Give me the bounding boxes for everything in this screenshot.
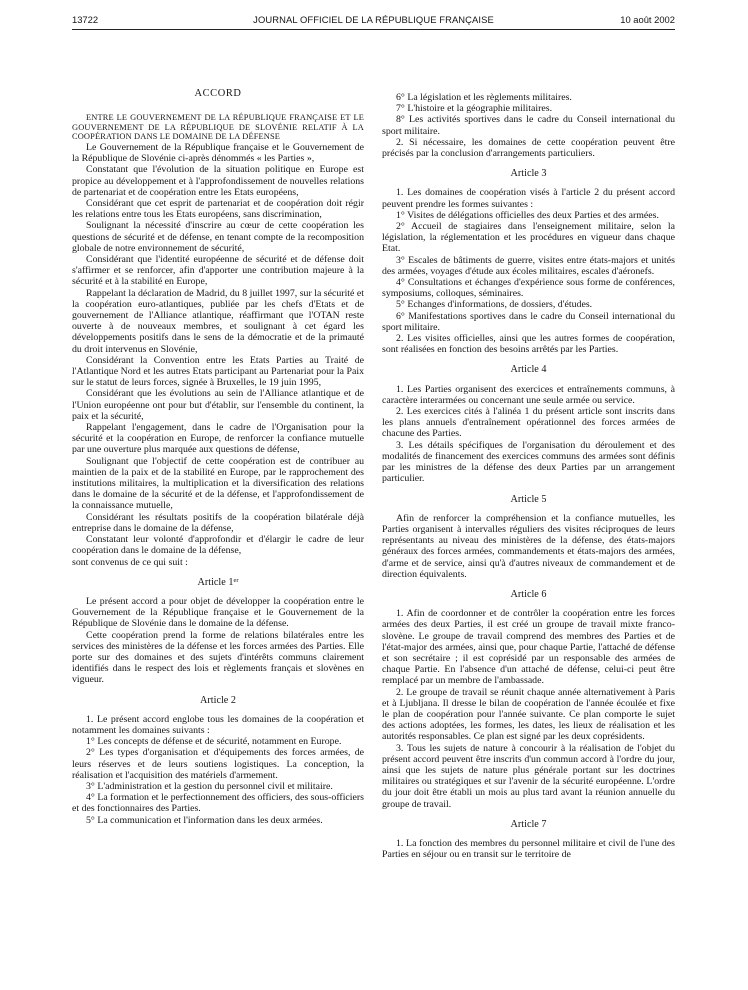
right-column bbox=[382, 92, 675, 860]
convenus-line: sont convenus de ce qui suit : bbox=[72, 556, 188, 568]
paragraph: 4° La formation et le perfectionnement des officiers, des sous-officiers et des fonctionnaires des Parties. bbox=[72, 792, 365, 815]
paragraph: 8° Les activités sportives dans le cadre du Conseil international du sport militaire. bbox=[382, 114, 675, 137]
left-column bbox=[72, 88, 364, 826]
paragraph: 1. Les Parties organisent des exercices et entraînements communs, à caractère interarmées ou concernant une seule armée ou service. bbox=[382, 383, 675, 406]
article-6-heading: Article 6 bbox=[510, 588, 547, 600]
paragraph: Considérant que les évolutions au sein de l'Alliance atlantique et de l'Union européenne ont pour but d'établir, sur l'ensemble du continent, la paix et la sécurité, bbox=[72, 388, 364, 422]
paragraph: 5° La communication et l'information dans les deux armées. bbox=[86, 814, 323, 826]
paragraph: 3° Escales de bâtiments de guerre, visites entre états-majors et unités des armées, voyages d'étude aux écoles militaires, escales d'aéronefs. bbox=[382, 254, 675, 277]
paragraph: 3. Tous les sujets de nature à concourir à la réalisation de l'objet du présent accord peuvent être inscrits d'un commun accord à l'ordre du jour, ainsi que les sujets de nature plus générale portant sur les doctrines militaires ou stratégiques et sur l'avenir de la sécurité européenne. L'ordre du jour doit être établi un mois au plus tard avant la réunion annuelle du groupe de travail. bbox=[382, 742, 675, 810]
paragraph: 1. La fonction des membres du personnel militaire et civil de l'une des Parties en séjour ou en transit sur le territoire de bbox=[382, 837, 675, 861]
publication-date: 10 août 2002 bbox=[620, 14, 675, 25]
paragraph: Rappelant la déclaration de Madrid, du 8 juillet 1997, sur la sécurité et la coopération euro-atlantiques, publiée par les chefs d'Etats et de gouvernement de l'Alliance atlantique, réaffirmant que l'OTAN reste ouverte à de nouveaux membres, et soulignant à cet égard les développements positifs dans le sens de la démocratie et de la primauté du droit intervenus en Slovénie, bbox=[72, 287, 364, 355]
document-title: ACCORD bbox=[194, 88, 242, 99]
paragraph: 3° L'administration et la gestion du personnel civil et militaire. bbox=[86, 780, 333, 792]
paragraph: Cette coopération prend la forme de relations bilatérales entre les services des ministères de la défense et les forces armées des Parties. Elle porte sur des domaines et des sujets d'intérêts communs clairement identifiés dans le respect des lois et règlements français et slovènes en vigueur. bbox=[72, 629, 364, 686]
paragraph: Considérant les résultats positifs de la coopération bilatérale déjà entreprise dans le domaine de la défense, bbox=[72, 511, 364, 534]
paragraph: 3. Les détails spécifiques de l'organisation du déroulement et des modalités de financement des exercices communs des armées sont définis par les ministres de la défense des deux Parties par un arrangement particulier. bbox=[382, 439, 675, 485]
preamble bbox=[72, 142, 364, 557]
article-4-heading: Article 4 bbox=[510, 364, 547, 376]
article-4-body bbox=[382, 384, 675, 485]
paragraph: 6° Manifestations sportives dans le cadre du Conseil international du sport militaire. bbox=[382, 310, 675, 333]
article-1-body bbox=[72, 596, 364, 686]
paragraph: 1° Les concepts de défense et de sécurité, notamment en Europe. bbox=[86, 736, 342, 748]
article-7-heading: Article 7 bbox=[510, 818, 547, 830]
paragraph: Le Gouvernement de la République française et le Gouvernement de la République de Slovénie ci-après dénommés « les Parties », bbox=[72, 141, 364, 165]
agreement-parties: ENTRE LE GOUVERNEMENT DE LA RÉPUBLIQUE FRANÇAISE ET LE GOUVERNEMENT DE LA RÉPUBLIQUE DE SLOVÉNIE RELATIF À LA COOPÉRATION DANS LE DOMAINE DE LA DÉFENSE bbox=[72, 113, 364, 142]
article-1-sup: er bbox=[233, 576, 239, 584]
paragraph: Considérant la Convention entre les Etats Parties au Traité de l'Atlantique Nord et les autres Etats participant au Partenariat pour la Paix sur le statut de leurs forces, signée à Bruxelles, le 19 juin 1995, bbox=[72, 354, 364, 389]
article-1-title: Article 1 bbox=[197, 576, 234, 588]
paragraph: Constatant que l'évolution de la situation politique en Europe est propice au développement et à l'approfondissement de nouvelles relations de partenariat et de coopération entre les Etats européens, bbox=[72, 164, 364, 198]
paragraph: Afin de renforcer la compréhension et la confiance mutuelles, les Parties organisent à intervalles réguliers des visites réciproques de leurs représentants au niveau des ministères de la défense, des états-majors généraux des forces armées, commandements et états-majors des armées, d'arme et de service, ainsi qu'à d'autres niveaux de commandement et de direction équivalents. bbox=[382, 512, 675, 580]
paragraph: 1. Le présent accord englobe tous les domaines de la coopération et notamment les domaines suivants : bbox=[72, 713, 364, 736]
paragraph: 2. Le groupe de travail se réunit chaque année alternativement à Paris et à Ljubljana. Il dresse le bilan de coopération de l'année écoulée et fixe le plan de coopération pour l'année suivante. Ce plan comporte le sujet des actions adoptées, les formes, les dates, les lieux de réalisation et les autorités responsables. Ce plan est signé par les deux coprésidents. bbox=[382, 686, 675, 743]
article-2-heading: Article 2 bbox=[200, 694, 236, 706]
paragraph: 4° Consultations et échanges d'expérience sous forme de conférences, symposiums, colloques, séminaires. bbox=[382, 277, 675, 300]
article-7-body bbox=[382, 838, 675, 860]
paragraph: 1. Afin de coordonner et de contrôler la coopération entre les forces armées des deux Parties, il est créé un groupe de travail mixte franco-slovène. Le groupe de travail comprend des membres des Parties et de l'état-major des armées, ainsi que, pour chaque Partie, l'attaché de défense et son secrétaire ; il est coprésidé par un responsable des armées de chaque Partie. En l'absence d'un attaché de défense, celui-ci peut être remplacé par un membre de l'ambassade. bbox=[382, 608, 675, 687]
paragraph: 1° Visites de délégations officielles des deux Parties et des armées. bbox=[396, 209, 659, 221]
paragraph: Considérant que l'identité européenne de sécurité et de défense doit s'affirmer et se renforcer, afin d'apporter une contribution majeure à la sécurité et à la stabilité en Europe, bbox=[72, 254, 364, 288]
paragraph: 2° Les types d'organisation et d'équipements des forces armées, de leurs réserves et de leurs soutiens logistiques. La conception, la réalisation et l'acquisition des matériels d'armement. bbox=[72, 747, 364, 781]
article-2-body bbox=[72, 714, 364, 826]
page-number: 13722 bbox=[72, 14, 99, 25]
paragraph: Rappelant l'engagement, dans le cadre de l'Organisation pour la sécurité et la coopération en Europe, de renforcer la confiance mutuelle par une ouverture plus marquée aux questions de défense, bbox=[72, 422, 364, 456]
paragraph: Constatant leur volonté d'approfondir et d'élargir le cadre de leur coopération dans le domaine de la défense, bbox=[72, 534, 364, 557]
paragraph: Soulignant que l'objectif de cette coopération est de contribuer au maintien de la paix et de la stabilité en Europe, par le rapprochement des institutions militaires, la multiplication et la diversification des relations dans le domaine de la sécurité et de la défense, et l'approfondissement de la connaissance mutuelle, bbox=[72, 455, 364, 512]
article-5-heading: Article 5 bbox=[510, 493, 547, 505]
paragraph: 5° Echanges d'informations, de dossiers, d'études. bbox=[396, 299, 593, 311]
article-2-continued bbox=[382, 92, 675, 159]
article-6-body bbox=[382, 608, 675, 810]
paragraph: 6° La législation et les règlements militaires. bbox=[396, 92, 572, 103]
paragraph: 2. Les exercices cités à l'alinéa 1 du présent article sont inscrits dans les plans annuels d'entraînement opérationnel des forces armées de chacune des Parties. bbox=[382, 406, 675, 440]
header-rule bbox=[72, 29, 675, 30]
paragraph: Soulignant la nécessité d'inscrire au cœur de cette coopération les questions de sécurité et de défense, en tenant compte de la recomposition globale de notre environnement de sécurité, bbox=[72, 220, 364, 254]
paragraph: Considérant que cet esprit de partenariat et de coopération doit régir les relations entre tous les Etats européens, sans discrimination, bbox=[72, 198, 364, 221]
article-3-heading: Article 3 bbox=[510, 168, 547, 180]
page-header bbox=[72, 14, 675, 28]
journal-title: JOURNAL OFFICIEL DE LA RÉPUBLIQUE FRANÇAISE bbox=[253, 14, 494, 25]
paragraph: 2. Les visites officielles, ainsi que les autres formes de coopération, sont réalisées en fonction des besoins arrêtés par les Parties. bbox=[382, 333, 675, 356]
article-1-heading bbox=[72, 577, 364, 588]
paragraph: 1. Les domaines de coopération visés à l'article 2 du présent accord peuvent prendre les formes suivantes : bbox=[382, 187, 675, 210]
article-3-body bbox=[382, 187, 675, 355]
paragraph: 2. Si nécessaire, les domaines de cette coopération peuvent être précisés par la conclusion d'arrangements particuliers. bbox=[382, 136, 675, 160]
paragraph: Le présent accord a pour objet de développer la coopération entre le Gouvernement de la République française et le Gouvernement de la République de Slovénie dans le domaine de la défense. bbox=[72, 595, 364, 630]
paragraph: 2° Accueil de stagiaires dans l'enseignement militaire, selon la législation, la réglementation et les procédures en vigueur dans chaque Etat. bbox=[382, 221, 675, 255]
article-5-body bbox=[382, 513, 675, 580]
paragraph: 7° L'histoire et la géographie militaires. bbox=[396, 103, 553, 115]
